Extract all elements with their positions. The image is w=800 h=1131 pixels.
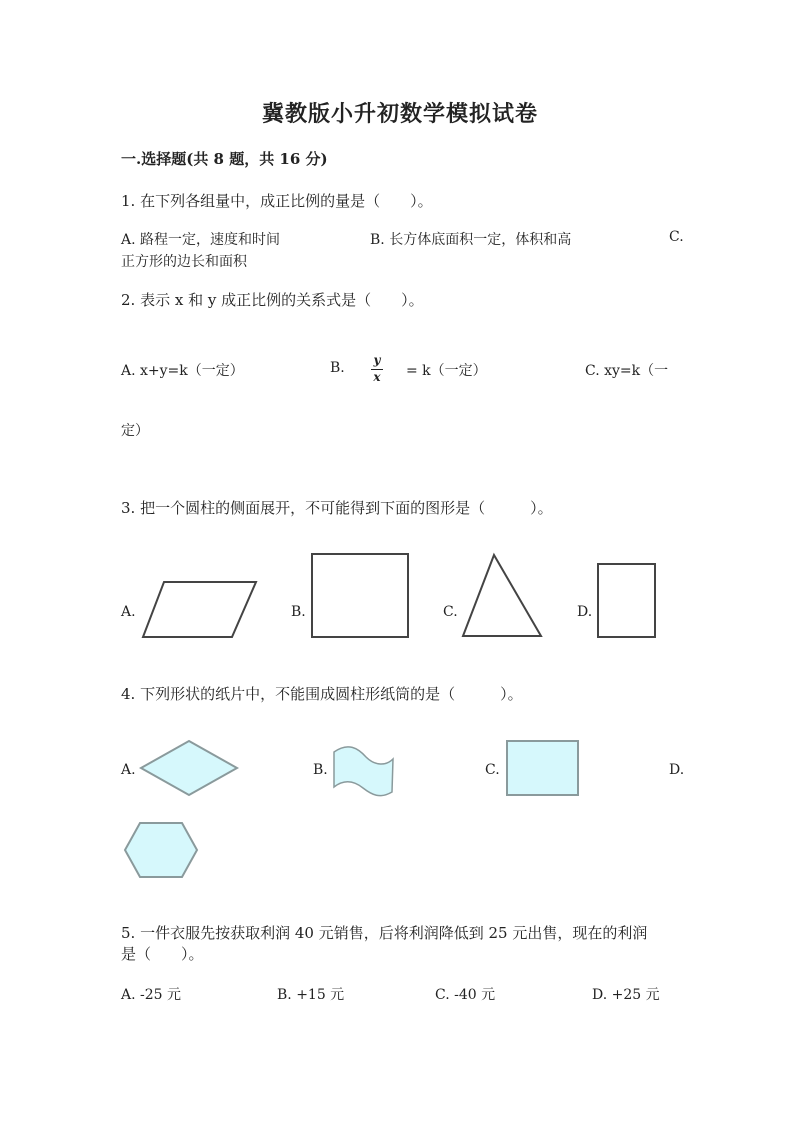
- question-2-option-a: A. x+y=k（一定）: [121, 363, 244, 379]
- question-1-stem: 1. 在下列各组量中，成正比例的量是（ ）。: [121, 192, 433, 210]
- question-2-option-b-label: B.: [330, 360, 345, 376]
- hexagon-shape: [125, 823, 197, 877]
- question-3-option-b: B.: [291, 604, 306, 620]
- question-5-option-d: D. +25 元: [592, 987, 660, 1003]
- question-5-option-c: C. -40 元: [435, 987, 496, 1003]
- question-1-option-a: A. 路程一定，速度和时间: [121, 232, 281, 248]
- question-4-option-c: C.: [485, 762, 500, 778]
- question-5-option-a: A. -25 元: [121, 987, 182, 1003]
- question-2-option-b-text: = k（一定）: [406, 363, 487, 379]
- question-1-option-c-text: 正方形的边长和面积: [121, 254, 247, 270]
- fraction-numerator: y: [373, 353, 381, 367]
- question-4-option-d: D.: [669, 762, 685, 778]
- question-5-stem-line-1: 5. 一件衣服先按获取利润 40 元销售，后将利润降低到 25 元出售，现在的利润: [121, 924, 648, 942]
- cyan-rectangle-shape: [507, 741, 578, 795]
- question-4-option-a: A.: [121, 762, 136, 778]
- wavy-paper-shape: [334, 747, 393, 796]
- question-3-option-a: A.: [121, 604, 136, 620]
- question-3-option-c: C.: [443, 604, 458, 620]
- fraction-denominator: x: [373, 370, 381, 384]
- question-2-option-c-text: 定）: [121, 423, 149, 439]
- question-5-option-b: B. +15 元: [277, 987, 345, 1003]
- section-heading: 一.选择题(共 8 题，共 16 分): [121, 150, 328, 168]
- question-1-option-b: B. 长方体底面积一定，体积和高: [370, 232, 572, 248]
- question-4-stem: 4. 下列形状的纸片中，不能围成圆柱形纸筒的是（ ）。: [121, 685, 523, 703]
- rhombus-shape: [141, 741, 237, 795]
- question-5-stem-line-2: 是（ ）。: [121, 945, 204, 963]
- question-1-option-c: C.: [669, 229, 684, 245]
- question-3-stem: 3. 把一个圆柱的侧面展开，不可能得到下面的图形是（ ）。: [121, 499, 553, 517]
- question-3-option-d: D.: [577, 604, 593, 620]
- page-title: 冀教版小升初数学模拟试卷: [261, 101, 538, 127]
- question-2-stem: 2. 表示 x 和 y 成正比例的关系式是（ ）。: [121, 291, 424, 309]
- question-4-option-b: B.: [313, 762, 328, 778]
- question-2-option-c: C. xy=k（一: [585, 363, 669, 379]
